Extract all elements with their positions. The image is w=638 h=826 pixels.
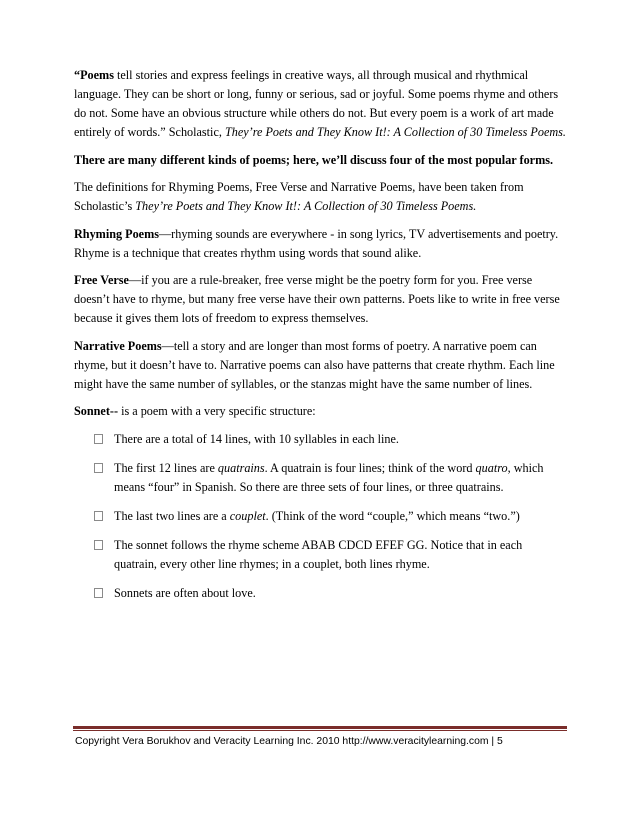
kinds-heading: There are many different kinds of poems; here, we’ll discuss four of the most popular forms. bbox=[74, 152, 554, 167]
intro-text: tell stories and express feelings in creative ways, all through musical and rhythmical language. They can be short or long, funny or serious, sad or joyful. Some poems rhyme and others do not. Some have an obvious structure while others do not. But every poem is a work of art made entirely of words.” Scholastic, bbox=[74, 68, 559, 139]
bullet-box-icon bbox=[94, 540, 103, 550]
rhyming-text: —rhyming sounds are everywhere - in song lyrics, TV advertisements and poetry. Rhyme is a technique that creates rhythm using words that sound alike. bbox=[74, 226, 559, 260]
bullet-text: . A quatrain is four lines; think of the word bbox=[264, 460, 476, 475]
list-item bbox=[74, 430, 566, 449]
free-verse-paragraph bbox=[74, 271, 566, 328]
intro-paragraph bbox=[74, 66, 566, 142]
rhyming-paragraph bbox=[74, 225, 566, 263]
bullet-box-icon bbox=[94, 511, 103, 521]
narrative-paragraph bbox=[74, 337, 566, 394]
sonnet-paragraph bbox=[74, 402, 566, 421]
bullet-box-icon bbox=[94, 434, 103, 444]
free-verse-text: —if you are a rule-breaker, free verse might be the poetry form for you. Free verse doesn’t have to rhyme, but many free verse have their own patterns. Poets like to write in free verse because it gives them lots of freedom to express themselves. bbox=[74, 273, 560, 325]
bullet-text: The sonnet follows the rhyme scheme ABAB CDCD EFEF GG. Notice that in each quatrain, every other line rhymes; in a couplet, both lines rhyme. bbox=[114, 537, 523, 571]
definitions-paragraph bbox=[74, 178, 566, 216]
narrative-term: Narrative Poems bbox=[74, 338, 162, 353]
intro-source: They’re Poets and They Know It!: A Collection of 30 Timeless Poems. bbox=[224, 125, 566, 139]
sonnet-text: is a poem with a very specific structure: bbox=[118, 404, 316, 418]
page-footer: Copyright Vera Borukhov and Veracity Learning Inc. 2010 http://www.veracitylearning.com | 5 bbox=[75, 736, 503, 747]
bullet-text: . (Think of the word “couple,” which means “two.”) bbox=[265, 508, 520, 523]
footer-divider-thin bbox=[73, 730, 567, 731]
bullet-box-icon bbox=[94, 588, 103, 598]
footer-divider bbox=[73, 726, 567, 729]
sonnet-bullet-list bbox=[74, 430, 566, 603]
list-item bbox=[74, 459, 566, 497]
bullet-text: , which means “four” in Spanish. So there are three sets of four lines, or three quatrains. bbox=[114, 460, 544, 494]
definitions-source: They’re Poets and They Know It!: A Collection of 30 Timeless Poems. bbox=[135, 199, 477, 213]
sonnet-term: Sonnet-- bbox=[74, 404, 119, 418]
document-body bbox=[74, 66, 566, 613]
bullet-text: There are a total of 14 lines, with 10 syllables in each line. bbox=[114, 431, 399, 446]
free-verse-term: Free Verse bbox=[74, 273, 129, 287]
bullet-emphasis: couplet bbox=[229, 508, 266, 523]
narrative-text: —tell a story and are longer than most forms of poetry. A narrative poem can rhyme, but it doesn’t have to. Narrative poems can also have patterns that create rhythm. Each line might have the same number of syllables, or the stanzas might have the same number of lines. bbox=[74, 338, 555, 391]
intro-lead: “Poems bbox=[74, 68, 114, 82]
bullet-text: The last two lines are a bbox=[114, 508, 230, 523]
definitions-text: The definitions for Rhyming Poems, Free Verse and Narrative Poems, have been taken from Scholastic’s bbox=[74, 180, 524, 213]
list-item bbox=[74, 584, 566, 603]
list-item bbox=[74, 536, 566, 574]
bullet-text: The first 12 lines are bbox=[114, 460, 218, 475]
bullet-box-icon bbox=[94, 463, 103, 473]
bullet-emphasis: quatrains bbox=[217, 460, 265, 475]
bullet-emphasis: quatro bbox=[475, 460, 508, 475]
rhyming-term: Rhyming Poems bbox=[74, 226, 159, 241]
list-item bbox=[74, 507, 566, 526]
bullet-text: Sonnets are often about love. bbox=[114, 585, 256, 600]
